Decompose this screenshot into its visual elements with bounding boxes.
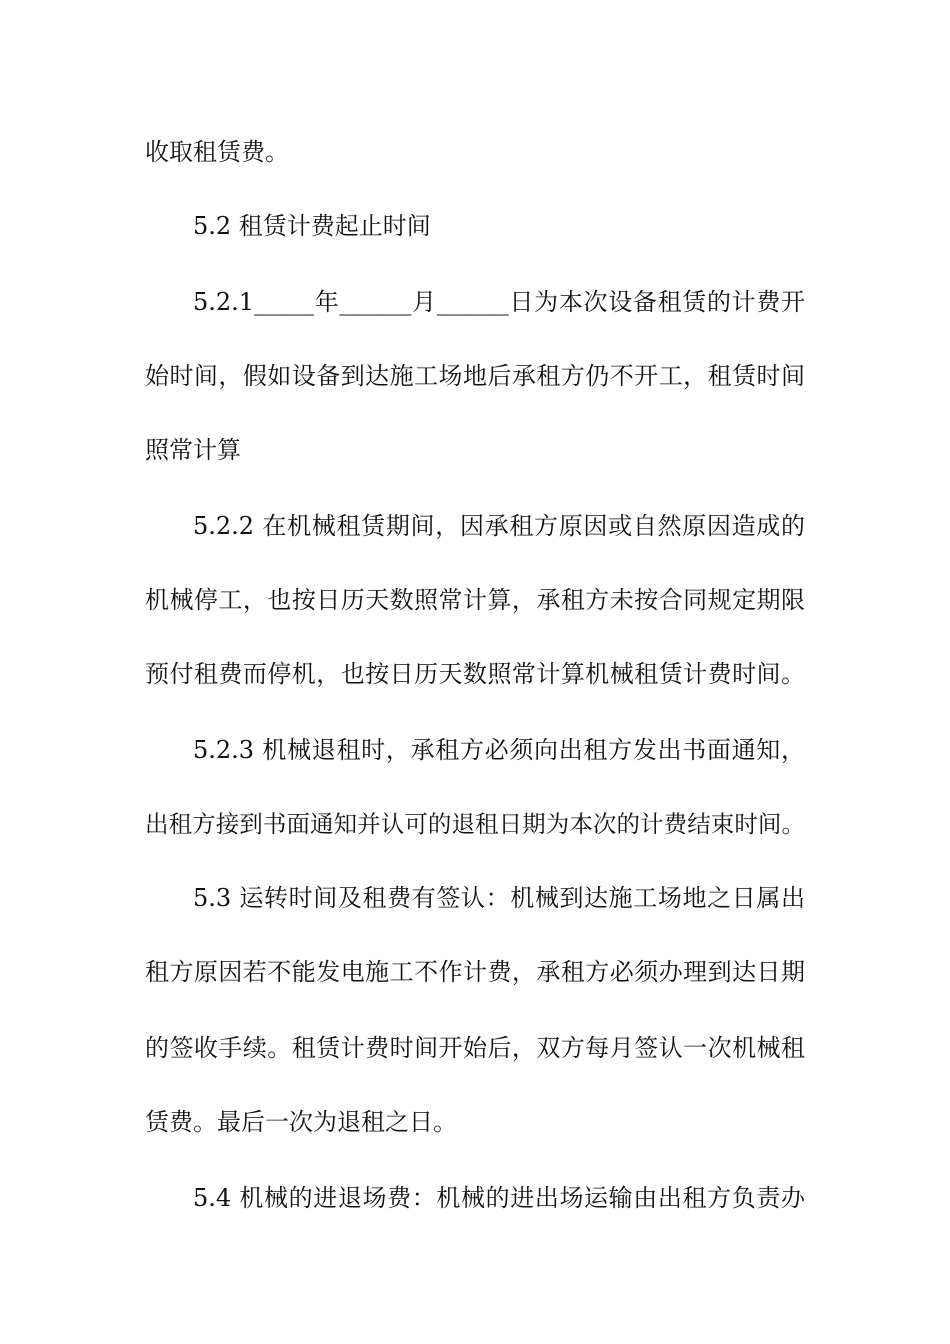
text-line: 租方原因若不能发电施工不作计费，承租方必须办理到达日期 [145, 958, 805, 986]
text-line: 的签收手续。租赁计费时间开始后，双方每月签认一次机械租 [145, 1034, 805, 1062]
text-line: 预付租费而停机，也按日历天数照常计算机械租赁计费时间。 [145, 660, 805, 688]
text-line: 赁费。最后一次为退租之日。 [145, 1108, 457, 1136]
text-line: 5.2.3 机械退租时，承租方必须向出租方发出书面通知， [193, 736, 805, 764]
text-line: 照常计算 [145, 436, 241, 464]
text-line: 5.4 机械的进退场费：机械的进出场运输由出租方负责办 [193, 1184, 805, 1212]
text-line: 始时间，假如设备到达施工场地后承租方仍不开工，租赁时间 [145, 362, 805, 390]
text-line: 5.2.2 在机械租赁期间，因承租方原因或自然原因造成的 [193, 512, 805, 540]
text-line: 出租方接到书面通知并认可的退租日期为本次的计费结束时间。 [145, 810, 805, 838]
text-line: 收取租赁费。 [145, 138, 289, 166]
text-line: 5.3 运转时间及租费有签认：机械到达施工场地之日属出 [193, 884, 805, 912]
text-line: 机械停工，也按日历天数照常计算，承租方未按合同规定期限 [145, 586, 805, 614]
text-line: 5.2.1_____年______月______日为本次设备租赁的计费开 [193, 288, 805, 316]
section-heading: 5.2 租赁计费起止时间 [193, 212, 431, 240]
